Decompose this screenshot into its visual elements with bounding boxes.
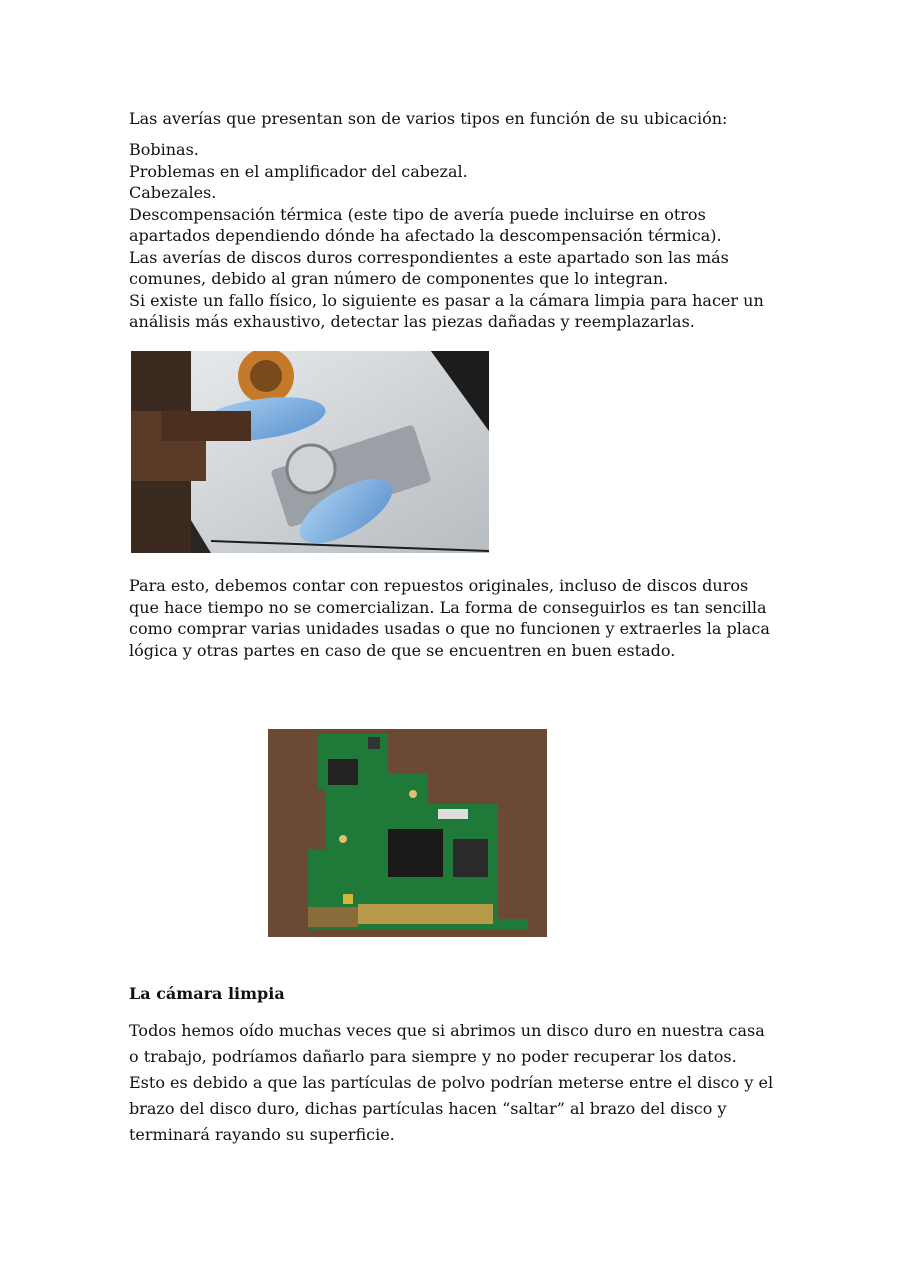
clean-room-photo <box>131 351 489 553</box>
section-heading: La cámara limpia <box>129 984 285 1003</box>
list-item: Problemas en el amplificador del cabezal. <box>129 161 468 181</box>
logic-board-photo <box>268 729 547 937</box>
list-item: Si existe un fallo físico, lo siguiente es pasar a la cámara limpia para hacer un análisis más exhaustivo, detectar las piezas dañadas y reemplazarlas. <box>129 290 764 331</box>
list-item: Bobinas. <box>129 140 199 159</box>
list-item: Descompensación térmica (este tipo de avería puede incluirse en otros apartados dependiendo dónde ha afectado la descompensación térmica). <box>129 204 722 245</box>
list-item: Cabezales. <box>129 183 217 202</box>
spare-parts-paragraph: Para esto, debemos contar con repuestos originales, incluso de discos duros que hace tiempo no se comercializan. La forma de conseguirlos es tan sencilla como comprar varias unidades usadas o que no funcionen y extraerles la placa lógica y otras partes en caso de que se encuentren en buen estado. <box>129 576 770 660</box>
clean-room-paragraph: Todos hemos oído muchas veces que si abrimos un disco duro en nuestra casa o trabajo, podríamos dañarlo para siempre y no poder recuperar los datos. Esto es debido a que las partículas de polvo podrían meterse entre el disco y el brazo del disco duro, dichas partículas hacen “saltar” al brazo del disco y terminará rayando su superficie. <box>129 1021 774 1144</box>
list-item: Las averías de discos duros correspondientes a este apartado son las más comunes, debido al gran número de componentes que lo integran. <box>129 247 729 288</box>
failure-list <box>129 139 779 333</box>
intro-paragraph: Las averías que presentan son de varios tipos en función de su ubicación: <box>129 109 728 128</box>
